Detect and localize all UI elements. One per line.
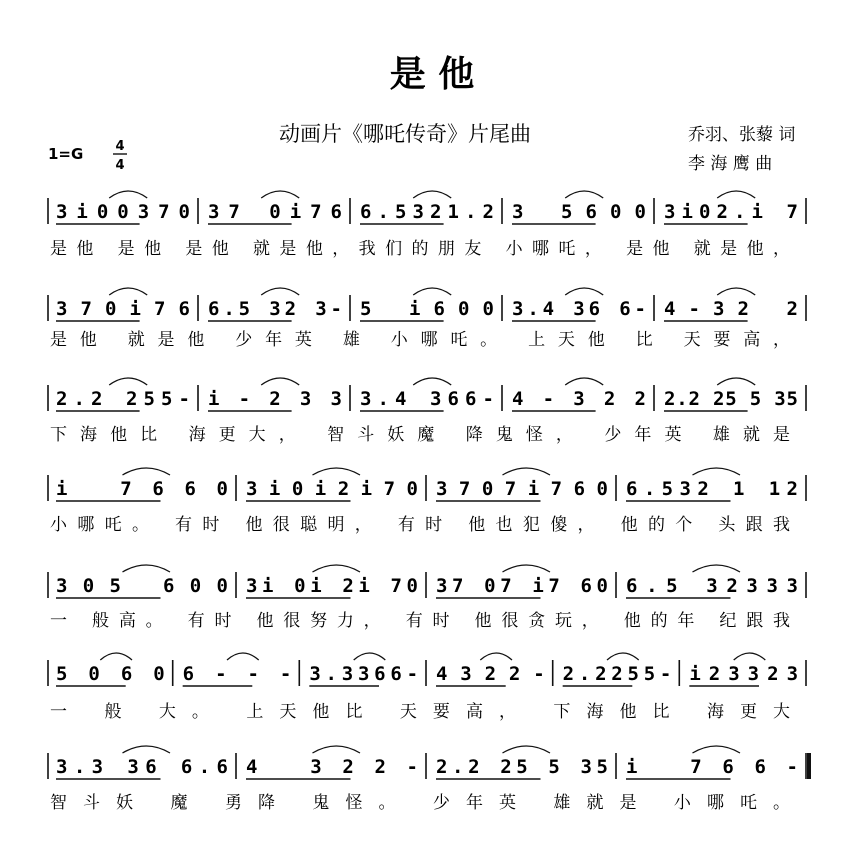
measure-notes: 3i00370 (56, 201, 190, 223)
measure-notes: 3i 0i 2i 70 (246, 575, 418, 597)
slur-arc (261, 191, 299, 198)
slur-arc (313, 468, 361, 475)
measure-notes: 3.4 366- (360, 388, 494, 410)
score-line (48, 378, 806, 445)
slur-arc (565, 288, 603, 295)
measure-notes: 3i02.i 7 (664, 201, 798, 223)
slur-arc (354, 653, 386, 660)
score-line (48, 288, 806, 350)
measure-notes: 370i76 (56, 298, 190, 320)
measure-notes: 2.2 255- (56, 388, 190, 410)
measure-notes: 6.5 32 3- (208, 298, 342, 320)
time-signature-top: 4 (115, 139, 125, 154)
lyric-line: 智斗妖 魔 勇降 鬼怪。 少年英 雄就是 小哪吒。 (50, 793, 790, 813)
measure-notes: 4 322- (246, 756, 418, 778)
slur-arc (413, 191, 451, 198)
lyric-line: 小哪吒。 有时 他很聪明， 有时 他也犯傻， 他的个 头跟我 (50, 515, 790, 535)
slur-arc (261, 288, 299, 295)
measure-notes: i 7660 (56, 478, 228, 500)
slur-arc (109, 191, 147, 198)
measure-notes: 3.4 36 6- (512, 298, 646, 320)
slur-arc (413, 378, 451, 385)
lyric-line: 下海他比 海更大， 智斗妖魔 降鬼怪， 少年英 雄就是 (50, 425, 790, 445)
slur-arc (734, 653, 766, 660)
measure-notes: i23323 (689, 663, 799, 685)
measure-notes: 3 5600 (512, 201, 646, 223)
slur-arc (413, 288, 451, 295)
slur-arc (313, 565, 361, 572)
measure-notes: 3.3366- (309, 663, 419, 685)
song-title: 是 他 (389, 53, 475, 95)
measure-notes: 4-32 2 (664, 298, 798, 320)
slur-arc (123, 565, 171, 572)
slur-arc (100, 653, 132, 660)
slur-arc (717, 191, 755, 198)
lyric-line: 一 般 大。 上天他比 天要高， 下海他比 海更大 (50, 702, 790, 722)
slur-arc (565, 191, 603, 198)
slur-arc (693, 468, 741, 475)
measure-notes: 6.5 32333 (626, 575, 798, 597)
slur-arc (717, 378, 755, 385)
slur-arc (607, 653, 639, 660)
measure-notes: 3i0i2i70 (246, 478, 418, 500)
slur-arc (109, 378, 147, 385)
measure-notes: 3.3 36 6.6 (56, 756, 228, 778)
lyric-line: 一 般高。 有时 他很努力， 有时 他很贪玩， 他的年 纪跟我 (50, 611, 790, 631)
measure-notes: 4-322 (512, 388, 646, 410)
measure-notes: i 766- (626, 756, 798, 778)
slur-arc (227, 653, 259, 660)
score-line (48, 653, 806, 722)
slur-arc (123, 746, 171, 753)
slur-arc (261, 378, 299, 385)
slur-arc (503, 746, 551, 753)
measure-notes: 2.2 25 5 35 (664, 388, 798, 410)
measure-notes: 6.532 1 12 (626, 478, 798, 500)
measure-notes: 5 i600 (360, 298, 494, 320)
slur-arc (480, 653, 512, 660)
measure-notes: 6.5321.2 (360, 201, 494, 223)
slur-arc (717, 288, 755, 295)
measure-notes: 305 600 (56, 575, 228, 597)
measure-notes: i-233 (208, 388, 342, 410)
measure-notes: 37 07 i7 60 (436, 575, 608, 597)
song-subtitle: 动画片《哪吒传奇》片尾曲 (279, 122, 531, 146)
slur-arc (693, 746, 741, 753)
measure-notes: 5060 (56, 663, 165, 685)
lyric-line: 是他 是他 是他 就是他，我们的朋友 小哪吒， 是他 就是他， (50, 239, 790, 259)
measure-notes: 6--- (182, 663, 292, 685)
score-line (48, 468, 806, 535)
slur-arc (503, 468, 551, 475)
measure-notes: 2.2 25 5 35 (436, 756, 608, 778)
slur-arc (123, 468, 171, 475)
measure-notes: 37 0i76 (208, 201, 342, 223)
slur-arc (693, 565, 741, 572)
measure-notes: 2.2255- (562, 663, 672, 685)
lyricist-credit: 乔羽、张藜 词 (688, 125, 796, 145)
score-line (48, 565, 806, 631)
slur-arc (503, 565, 551, 572)
composer-credit: 李 海 鹰 曲 (688, 154, 773, 174)
slur-arc (313, 746, 361, 753)
slur-arc (109, 288, 147, 295)
lyric-line: 是他 就是他 少年英 雄 小哪吒。 上天他 比 天要高， (50, 330, 791, 350)
key-signature: 1=G (48, 145, 84, 163)
slur-arc (565, 378, 603, 385)
score-systems (48, 191, 809, 813)
measure-notes: 3707i760 (436, 478, 608, 500)
score-line (48, 746, 809, 813)
time-signature-bottom: 4 (115, 158, 125, 173)
score-line (48, 191, 806, 259)
measure-notes: 4322- (436, 663, 545, 685)
